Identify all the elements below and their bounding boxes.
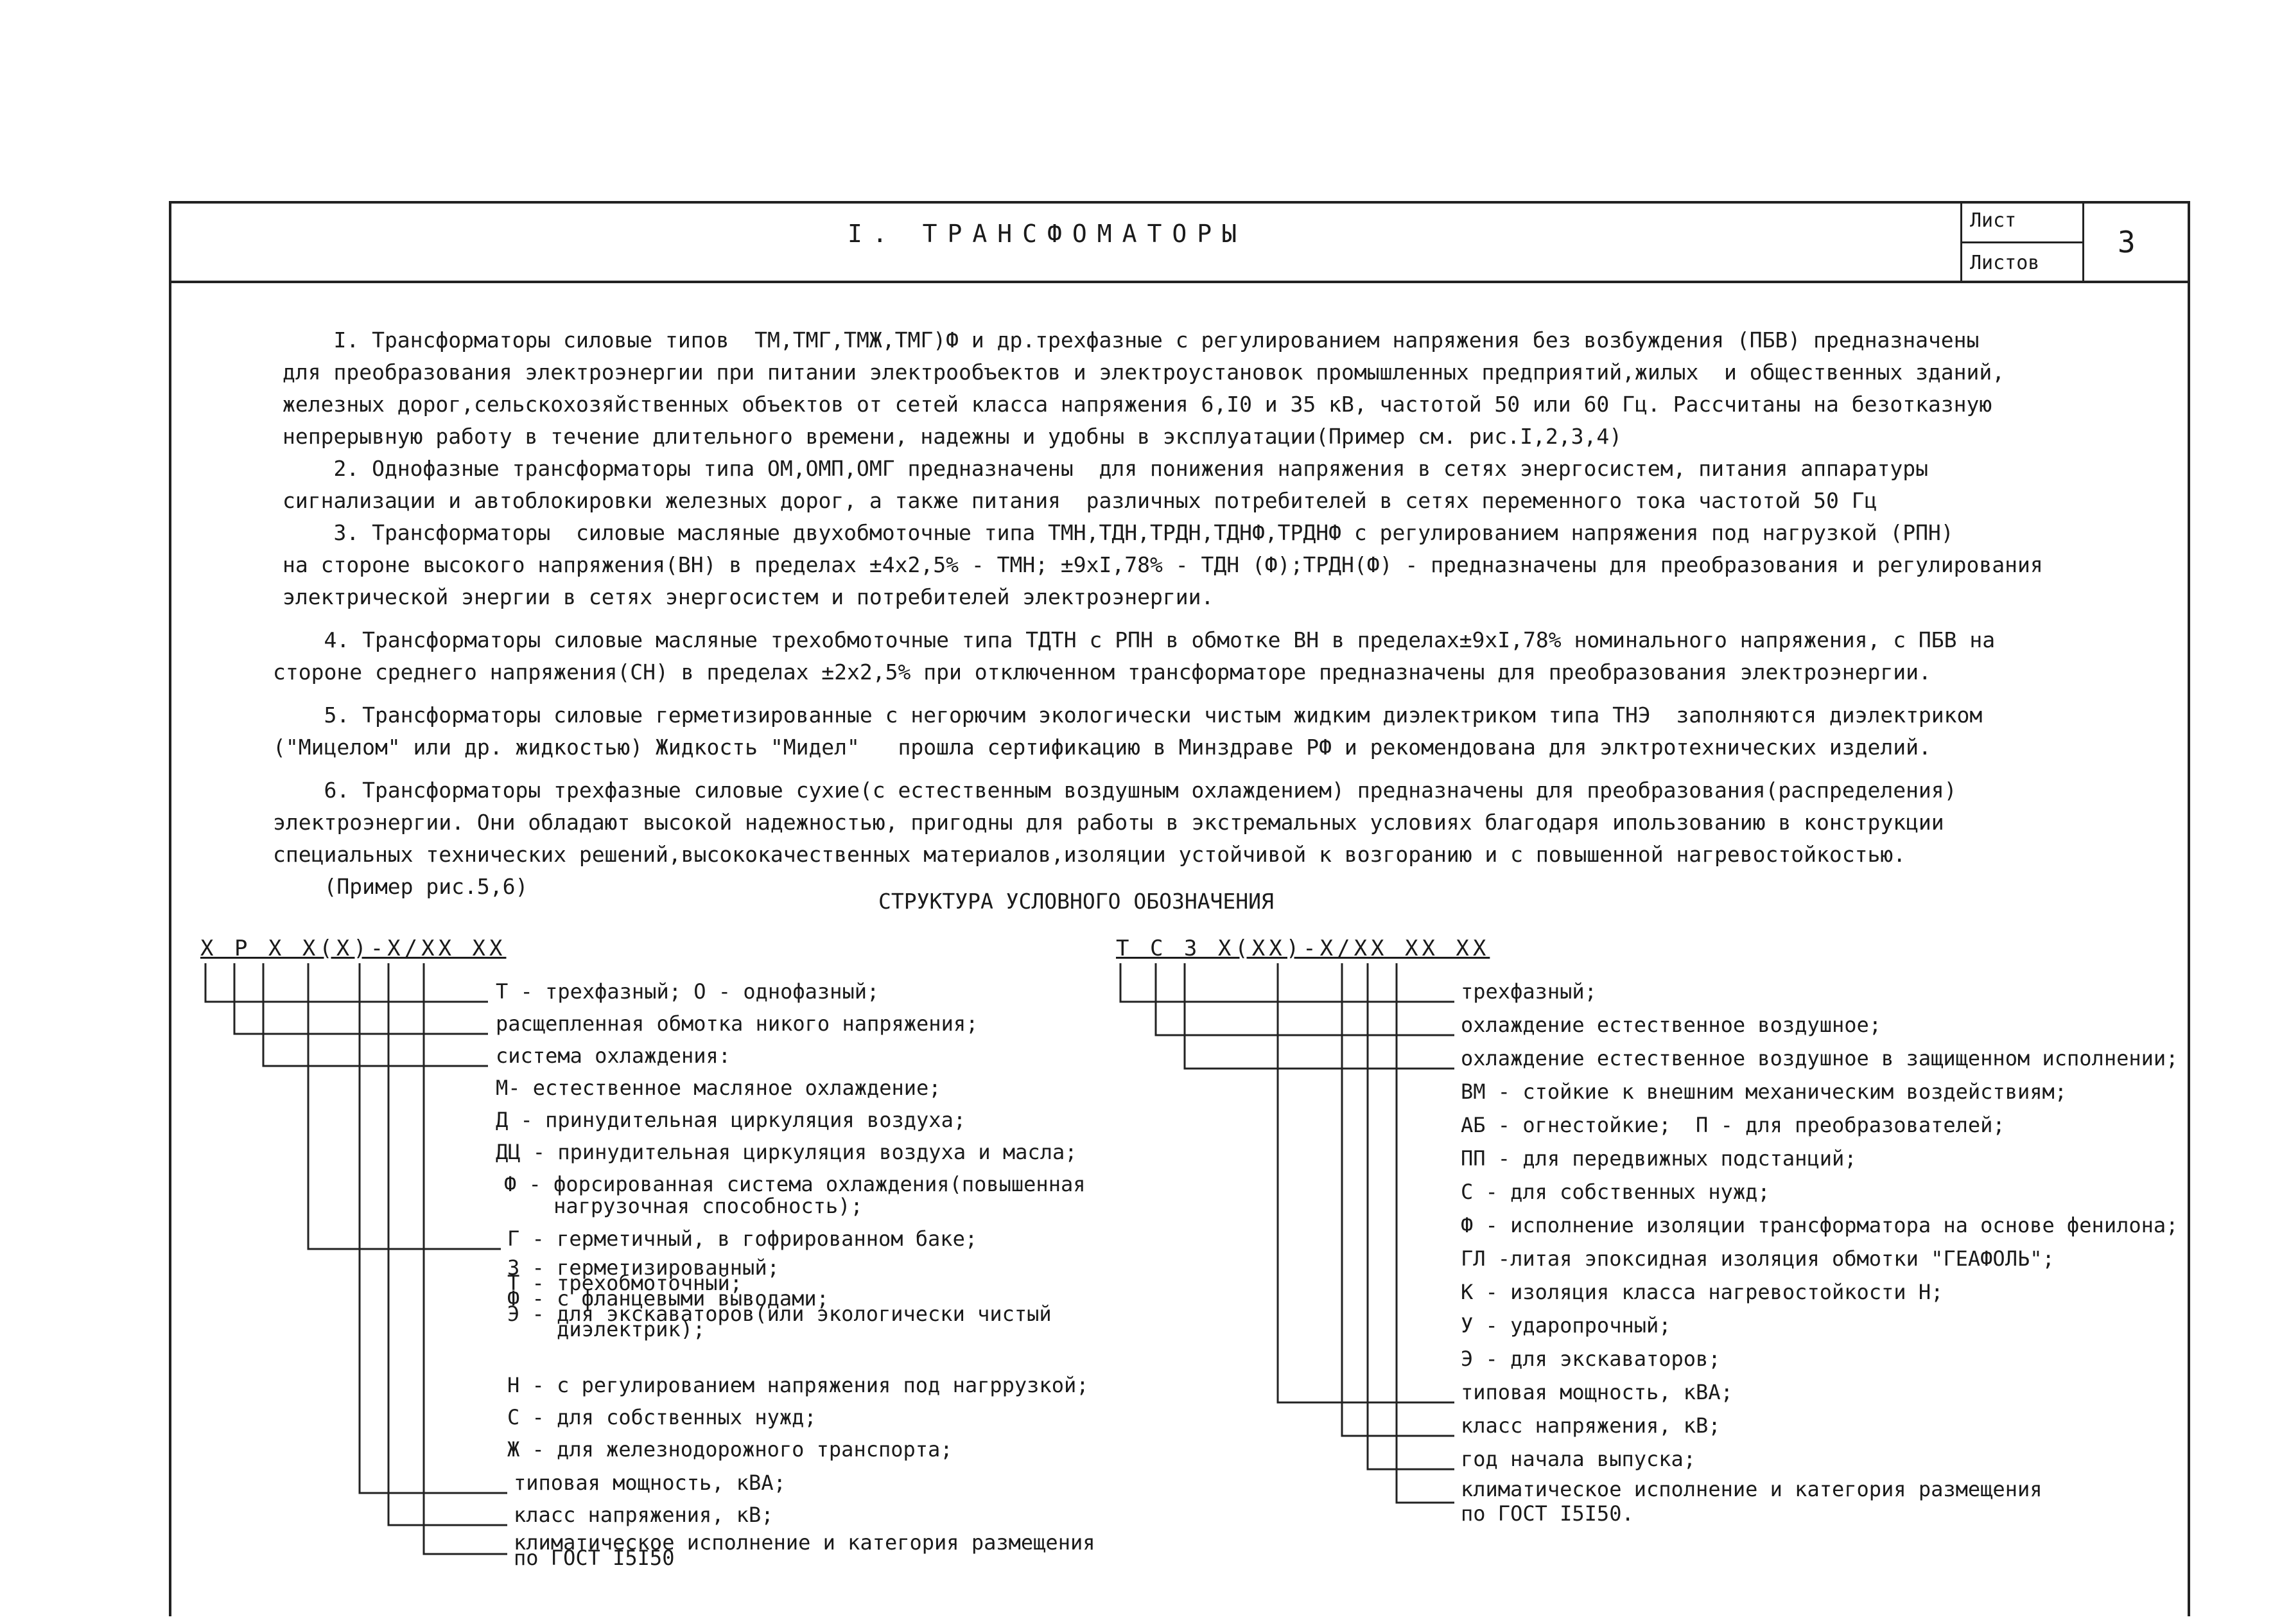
- left-label: Д - принудительная циркуляция воздуха;: [496, 1108, 966, 1132]
- right-label: охлаждение естественное воздушное;: [1461, 1013, 1882, 1037]
- paragraph-line: 5. Трансформаторы силовые герметизированные с негорючим экологически чистым жидким диэлектриком типа ТНЭ заполняются диэлектриком: [273, 703, 1983, 728]
- right-label: АБ - огнестойкие; П - для преобразователей;: [1461, 1113, 2005, 1137]
- right-label: Ф - исполнение изоляции трансформатора на основе фенилона;: [1461, 1213, 2179, 1237]
- paragraph-line: 3. Трансформаторы силовые масляные двухобмоточные типа ТМН,ТДН,ТРДН,ТДНФ,ТРДНФ с регулированием напряжения под нагрузкой (РПН): [283, 520, 1954, 545]
- left-label: система охлаждения:: [496, 1043, 731, 1068]
- paragraph-line: непрерывную работу в течение длительного времени, надежны и удобны в эксплуатации(Пример см. рис.I,2,3,4): [283, 424, 1623, 449]
- right-label: климатическое исполнение и категория размещения по ГОСТ I5I50.: [1461, 1477, 2042, 1526]
- left-designation-code: Х Р Х Х(Х)-Х/ХХ ХХ: [200, 936, 507, 961]
- page-title: I. ТРАНСФОМАТОРЫ: [848, 220, 1248, 248]
- left-label: ДЦ - принудительная циркуляция воздуха и масла;: [496, 1140, 1077, 1164]
- paragraph-line: (Пример рис.5,6): [273, 874, 528, 899]
- paragraph-line: I. Трансформаторы силовые типов ТМ,ТМГ,ТМЖ,ТМГ)Ф и др.трехфазные с регулированием напряжения без возбуждения (ПБВ) предназначены: [283, 327, 1980, 353]
- right-label: ВМ - стойкие к внешним механическим воздействиям;: [1461, 1079, 2068, 1104]
- left-label: типовая мощность, кВА;: [514, 1471, 786, 1495]
- right-label: ГЛ -литая эпоксидная изоляция обмотки "ГЕАФОЛЬ";: [1461, 1246, 2055, 1271]
- paragraph-line: железных дорог,сельскохозяйственных объектов от сетей класса напряжения 6,I0 и 35 кВ, частотой 50 или 60 Гц. Рассчитаны на безотказную: [283, 392, 1992, 417]
- right-label: С - для собственных нужд;: [1461, 1180, 1770, 1204]
- left-label: Г - герметичный, в гофрированном баке;: [507, 1227, 978, 1251]
- paragraph-line: 4. Трансформаторы силовые масляные трехобмоточные типа ТДТН с РПН в обмотке ВН в пределах±9хI,78% номинального напряжения, с ПБВ на: [273, 627, 1996, 652]
- right-label: типовая мощность, кВА;: [1461, 1380, 1733, 1404]
- left-label: Н - с регулированием напряжения под нагррузкой;: [507, 1373, 1089, 1397]
- sheet-label: Лист: [1970, 209, 2017, 232]
- left-label: С - для собственных нужд;: [507, 1405, 817, 1429]
- left-label: Ф - форсированная система охлаждения(повышенная нагрузочная способность);: [504, 1172, 1086, 1218]
- right-label: ПП - для передвижных подстанций;: [1461, 1146, 1857, 1171]
- left-label: Т - трехфазный; О - однофазный;: [496, 979, 880, 1004]
- sheets-label: Листов: [1970, 252, 2040, 274]
- right-label: У - ударопрочный;: [1461, 1313, 1671, 1338]
- sheet-number: 3: [2118, 225, 2136, 259]
- right-label: год начала выпуска;: [1461, 1447, 1696, 1471]
- right-label: трехфазный;: [1461, 979, 1597, 1004]
- right-designation-code: Т С З Х(ХХ)-Х/ХХ ХХ ХХ: [1116, 936, 1490, 961]
- right-label: класс напряжения, кВ;: [1461, 1413, 1721, 1438]
- left-label: класс напряжения, кВ;: [514, 1503, 774, 1527]
- paragraph-line: сигнализации и автоблокировки железных дорог, а также питания различных потребителей в сетях переменного тока частотой 50 Гц: [283, 488, 1877, 513]
- paragraph-line: специальных технических решений,высококачественных материалов,изоляции устойчивой к возгоранию и с повышенной нагревостойкостью.: [273, 842, 1906, 867]
- left-label: расщепленная обмотка никого напряжения;: [496, 1011, 979, 1036]
- right-label: охлаждение естественное воздушное в защищенном исполнении;: [1461, 1046, 2179, 1070]
- structure-heading: СТРУКТУРА УСЛОВНОГО ОБОЗНАЧЕНИЯ: [878, 889, 1274, 914]
- right-label: Э - для экскаваторов;: [1461, 1347, 1721, 1371]
- paragraph-line: на стороне высокого напряжения(ВН) в пределах ±4х2,5% - ТМН; ±9хI,78% - ТДН (Ф);ТРДН(Ф) - предназначены для преобразования и регулирования: [283, 552, 2043, 577]
- left-label: М- естественное масляное охлаждение;: [496, 1076, 941, 1100]
- paragraph-line: для преобразования электроэнергии при питании электрообъектов и электроустановок промышленных предприятий,жилых и общественных зданий,: [283, 360, 2005, 385]
- left-label: климатическое исполнение и категория размещения по ГОСТ I5I50: [514, 1530, 1095, 1570]
- left-label: З - герметизированный; Т - трехобмоточный; Ф - с фланцевыми выводами; Э - для экскаваторов(или экологически чистый диэлектрик);: [507, 1255, 1052, 1341]
- paragraph-line: ("Мицелом" или др. жидкостью) Жидкость "Мидел" прошла сертификацию в Минздраве РФ и рекомендована для элктротехнических изделий.: [273, 735, 1931, 760]
- paragraph-line: электроэнергии. Они обладают высокой надежностью, пригодны для работы в экстремальных условиях благодаря ипользованию в конструкции: [273, 810, 1944, 835]
- paragraph-line: 2. Однофазные трансформаторы типа ОМ,ОМП,ОМГ предназначены для понижения напряжения в сетях энергосистем, питания аппаратуры: [283, 456, 1928, 481]
- left-label: Ж - для железнодорожного транспорта;: [507, 1437, 953, 1462]
- right-label: К - изоляция класса нагревостойкости Н;: [1461, 1280, 1944, 1304]
- paragraph-line: 6. Трансформаторы трехфазные силовые сухие(с естественным воздушным охлаждением) предназначены для преобразования(распределения): [273, 778, 1957, 803]
- paragraph-line: стороне среднего напряжения(СН) в пределах ±2х2,5% при отключенном трансформаторе предназначены для преобразования электроэнергии.: [273, 659, 1931, 685]
- paragraph-line: электрической энергии в сетях энергосистем и потребителей электроэнергии.: [283, 584, 1214, 609]
